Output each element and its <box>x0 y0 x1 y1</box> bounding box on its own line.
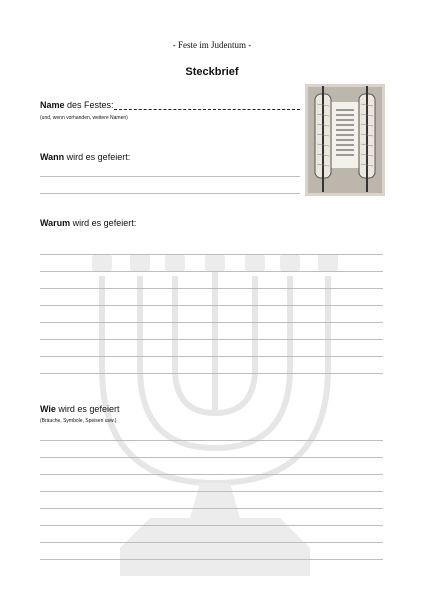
warum-answer-line[interactable] <box>40 305 383 306</box>
wie-answer-line[interactable] <box>40 559 383 560</box>
name-label-rest: des Festes: <box>64 100 114 110</box>
torah-scroll-icon <box>305 84 385 196</box>
warum-label <box>40 218 136 228</box>
warum-answer-line[interactable] <box>40 322 383 323</box>
wann-answer-line[interactable] <box>40 176 300 177</box>
wie-answer-line[interactable] <box>40 474 383 475</box>
warum-answer-line[interactable] <box>40 271 383 272</box>
page-title: Steckbrief <box>185 66 239 78</box>
name-label-bold: Name <box>40 100 65 110</box>
name-answer-line[interactable] <box>114 109 300 110</box>
warum-answer-line[interactable] <box>40 339 383 340</box>
warum-label-rest: wird es gefeiert: <box>70 218 137 228</box>
warum-answer-line[interactable] <box>40 373 383 374</box>
warum-label-bold: Warum <box>40 218 71 228</box>
wie-answer-line[interactable] <box>40 440 383 441</box>
name-note: (und, wenn vorhanden, weitere Namen) <box>40 115 128 121</box>
warum-answer-line[interactable] <box>40 356 383 357</box>
wie-label-bold: Wie <box>40 404 56 414</box>
menorah-watermark-icon <box>80 248 350 578</box>
wann-label <box>40 152 130 162</box>
wie-answer-line[interactable] <box>40 508 383 509</box>
wie-label <box>40 404 119 414</box>
wann-answer-line[interactable] <box>40 193 300 194</box>
wie-answer-line[interactable] <box>40 525 383 526</box>
warum-answer-line[interactable] <box>40 254 383 255</box>
name-label <box>40 100 114 110</box>
worksheet-header: - Feste im Judentum - <box>172 40 252 50</box>
wie-answer-line[interactable] <box>40 491 383 492</box>
wann-label-rest: wird es gefeiert: <box>64 152 131 162</box>
warum-answer-line[interactable] <box>40 288 383 289</box>
wann-label-bold: Wann <box>40 152 65 162</box>
wie-note: (Bräuche, Symbole, Speisen usw.) <box>40 418 117 424</box>
wie-answer-line[interactable] <box>40 457 383 458</box>
wie-label-rest: wird es gefeiert <box>55 404 120 414</box>
wie-answer-line[interactable] <box>40 542 383 543</box>
